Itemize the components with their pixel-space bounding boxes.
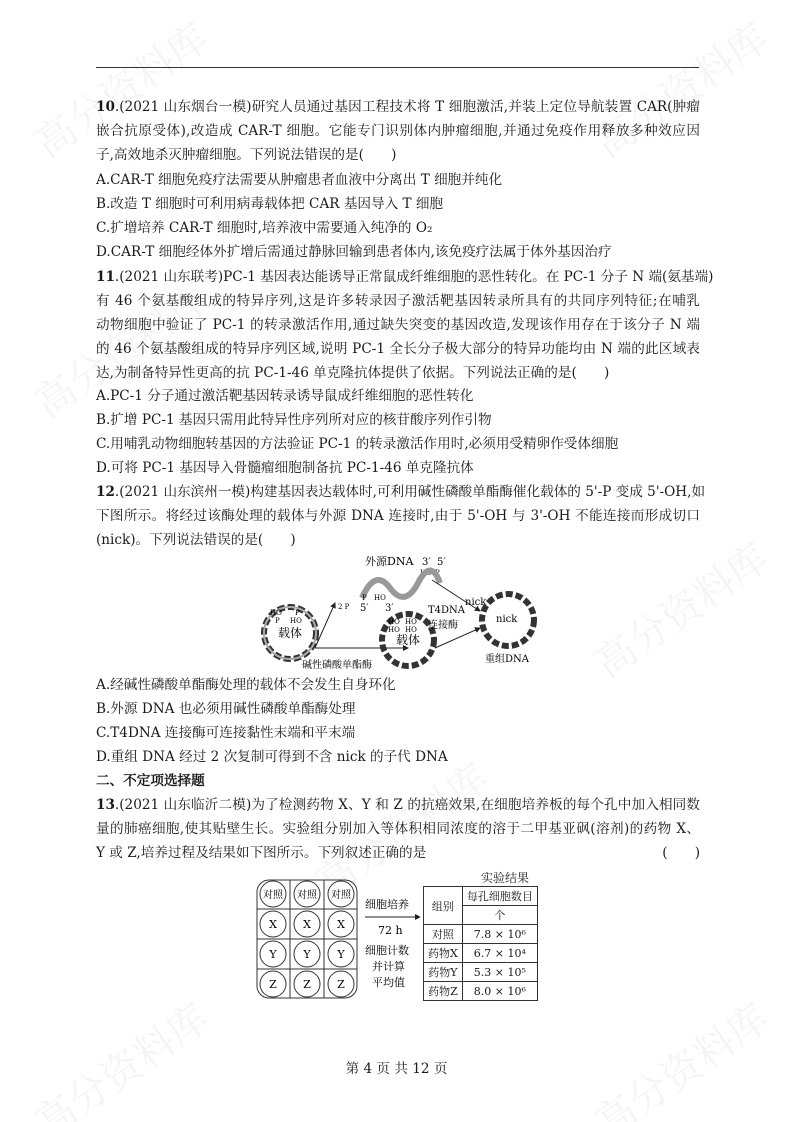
- svg-text:72 h: 72 h: [378, 924, 403, 937]
- watermark: [22, 988, 219, 1122]
- svg-text:3′: 3′: [422, 557, 431, 568]
- svg-text:并计算: 并计算: [372, 960, 405, 973]
- q11-option-c: C.用哺乳动物细胞转基因的方法验证 PC-1 的转录激活作用时,必须用受精卵作受体细胞: [96, 436, 619, 452]
- q12-option-d: D.重组 DNA 经过 2 次复制可得到不含 nick 的子代 DNA: [96, 749, 448, 765]
- table-row: [424, 982, 538, 1001]
- q10-option-d: D.CAR-T 细胞经体外扩增后需通过静脉回输到患者体内,该免疫疗法属于体外基因治疗: [96, 244, 612, 260]
- question-number: 10: [96, 99, 115, 115]
- svg-text:T4DNA: T4DNA: [428, 605, 466, 616]
- svg-text:载体: 载体: [396, 633, 421, 647]
- svg-text:P: P: [275, 617, 280, 625]
- q11-option-b: B.扩增 PC-1 基因只需用此特异性序列所对应的核苷酸序列作引物: [96, 412, 492, 428]
- svg-text:5′: 5′: [437, 557, 446, 568]
- q11-line: 动物细胞中验证了 PC-1 的转录激活作用,通过缺失突变的基因改造,发现该作用存在于该分子 N 端: [96, 317, 700, 333]
- q13-line: 量的肺癌细胞,使其贴壁生长。实验组分别加入等体积相同浓度的溶于二甲基亚砜(溶剂)的药物 X、: [96, 821, 700, 837]
- q13-line: [96, 843, 700, 863]
- q10-option-b: B.改造 T 细胞时可利用病毒载体把 CAR 基因导入 T 细胞: [96, 196, 444, 212]
- svg-text:P: P: [435, 569, 440, 577]
- q13-text: Y 或 Z,培养过程及结果如下图所示。下列叙述正确的是: [96, 845, 427, 861]
- well-label: Y: [269, 948, 277, 961]
- svg-text:nick: nick: [496, 614, 518, 625]
- value-cell: 8.0 × 10⁶: [462, 982, 537, 1001]
- q11-text: .(2021 山东联考)PC-1 基因表达能诱导正常鼠成纤维细胞的恶性转化。在 PC-1 分子 N 端(氨基端): [114, 269, 714, 285]
- q11-option-d: D.可将 PC-1 基因导入骨髓瘤细胞制备抗 PC-1-46 单克隆抗体: [96, 460, 474, 476]
- q12-text: .(2021 山东滨州一模)构建基因表达载体时,可利用碱性磷酸单酯酶催化载体的 5'-P 变成 5'-OH,如: [114, 484, 706, 500]
- svg-text:细胞计数: 细胞计数: [365, 944, 409, 957]
- q10-line: [96, 97, 700, 117]
- well-label: Z: [303, 978, 311, 991]
- vector-ligation-diagram: [240, 548, 560, 673]
- svg-text:HO: HO: [420, 569, 432, 577]
- svg-text:HO: HO: [388, 618, 400, 626]
- svg-text:HO: HO: [388, 626, 400, 634]
- q10-option-a: A.CAR-T 细胞免疫疗法需要从肿瘤患者血液中分离出 T 细胞并纯化: [96, 172, 503, 188]
- column-header: 组别: [424, 887, 463, 925]
- table-row: [424, 944, 538, 963]
- watermark: [582, 988, 779, 1122]
- answer-bracket: ( ): [662, 845, 700, 861]
- well-label: X: [337, 918, 345, 931]
- value-cell: 7.8 × 10⁶: [462, 925, 537, 944]
- q12-option-b: B.外源 DNA 也必须用碱性磷酸单酯酶处理: [96, 701, 356, 717]
- q11-option-a: A.PC-1 分子通过激活靶基因转录诱导鼠成纤维细胞的恶性转化: [96, 388, 474, 404]
- svg-text:HO: HO: [405, 618, 417, 626]
- q13-line: [96, 795, 700, 815]
- header-rule: [96, 67, 699, 68]
- svg-text:3′: 3′: [385, 603, 394, 614]
- question-number: 12: [96, 484, 115, 500]
- question-number: 13: [96, 797, 115, 813]
- page-footer: 第 4 页 共 12 页: [345, 1061, 448, 1077]
- q12-line: [96, 482, 706, 502]
- q10-line: 嵌合抗原受体),改造成 CAR-T 细胞。它能专门识别体内肿瘤细胞,并通过免疫作用释放多种效应因: [96, 123, 700, 139]
- svg-text:P: P: [295, 609, 300, 617]
- vector-label: 载体: [278, 626, 303, 640]
- svg-text:HO: HO: [270, 609, 282, 617]
- well-label: 对照: [331, 890, 351, 901]
- well-label: Z: [269, 978, 277, 991]
- q11-line: [96, 267, 714, 287]
- culture-plate-diagram: [255, 878, 420, 1000]
- well-label: 对照: [263, 890, 283, 901]
- group-cell: 药物X: [424, 944, 463, 963]
- well-label: Y: [337, 948, 345, 961]
- q13-text: .(2021 山东临沂二模)为了检测药物 X、Y 和 Z 的抗癌效果,在细胞培养板的每个孔中加入相同数: [114, 797, 700, 813]
- q12-option-a: A.经碱性磷酸单酯酶处理的载体不会发生自身环化: [96, 677, 396, 693]
- question-number: 11: [96, 269, 115, 285]
- q10-text: .(2021 山东烟台一模)研究人员通过基因工程技术将 T 细胞激活,并装上定位导航装置 CAR(肿瘤: [114, 99, 700, 115]
- svg-text:2 P: 2 P: [338, 603, 350, 611]
- table-title: 实验结果: [480, 871, 529, 885]
- svg-text:P: P: [362, 594, 367, 602]
- well-label: Y: [303, 948, 311, 961]
- q12-line: (nick)。下列说法错误的是( ): [96, 532, 296, 548]
- well-label: 对照: [297, 890, 317, 901]
- table-header-row: [424, 887, 538, 906]
- svg-text:HO: HO: [290, 617, 302, 625]
- svg-text:细胞培养: 细胞培养: [365, 898, 409, 911]
- q10-option-c: C.扩增培养 CAR-T 细胞时,培养液中需要通入纯净的 O₂: [96, 220, 433, 236]
- recombinant-dna-label: 重组DNA: [485, 654, 529, 665]
- well-label: X: [303, 918, 311, 931]
- q12-option-c: C.T4DNA 连接酶可连接黏性末端和平末端: [96, 725, 356, 741]
- q10-line: 子,高效地杀灭肿瘤细胞。下列说法错误的是( ): [96, 147, 397, 163]
- group-cell: 药物Z: [424, 982, 463, 1001]
- watermark: [582, 528, 779, 689]
- enzyme-label: 碱性磷酸单酯酶: [302, 660, 372, 671]
- column-header: 每孔细胞数目: [462, 887, 537, 906]
- group-cell: 药物Y: [424, 963, 463, 982]
- table-row: [424, 963, 538, 982]
- q11-line: 的 46 个氨基酸组成的特异序列区域,说明 PC-1 全长分子极大部分的特异功能均由 N 端的此区域表: [96, 341, 700, 357]
- svg-text:nick: nick: [465, 597, 487, 608]
- well-label: X: [269, 918, 277, 931]
- svg-text:HO: HO: [405, 626, 417, 634]
- well-label: Z: [337, 978, 345, 991]
- svg-text:HO: HO: [374, 594, 386, 602]
- foreign-dna-label: 外源DNA: [365, 555, 414, 568]
- value-cell: 5.3 × 10⁵: [462, 963, 537, 982]
- column-unit: 个: [462, 906, 537, 925]
- q12-line: 下图所示。将经过该酶处理的载体与外源 DNA 连接时,由于 5'-OH 与 3'-OH 不能连接而形成切口: [96, 508, 700, 524]
- results-table: [423, 886, 538, 1001]
- q11-line: 达,为制备特异性更高的抗 PC-1-46 单克隆抗体提供了依据。下列说法正确的是( ): [96, 365, 610, 381]
- svg-text:5′: 5′: [360, 603, 369, 614]
- value-cell: 6.7 × 10⁴: [462, 944, 537, 963]
- svg-text:平均值: 平均值: [372, 976, 405, 989]
- table-row: [424, 925, 538, 944]
- svg-text:连接酶: 连接酶: [428, 620, 458, 631]
- section-heading: 二、不定项选择题: [96, 773, 205, 789]
- q11-line: 有 46 个氨基酸组成的特异序列,这是许多转录因子激活靶基因转录所具有的共同序列特征;在哺乳: [96, 293, 700, 309]
- group-cell: 对照: [424, 925, 463, 944]
